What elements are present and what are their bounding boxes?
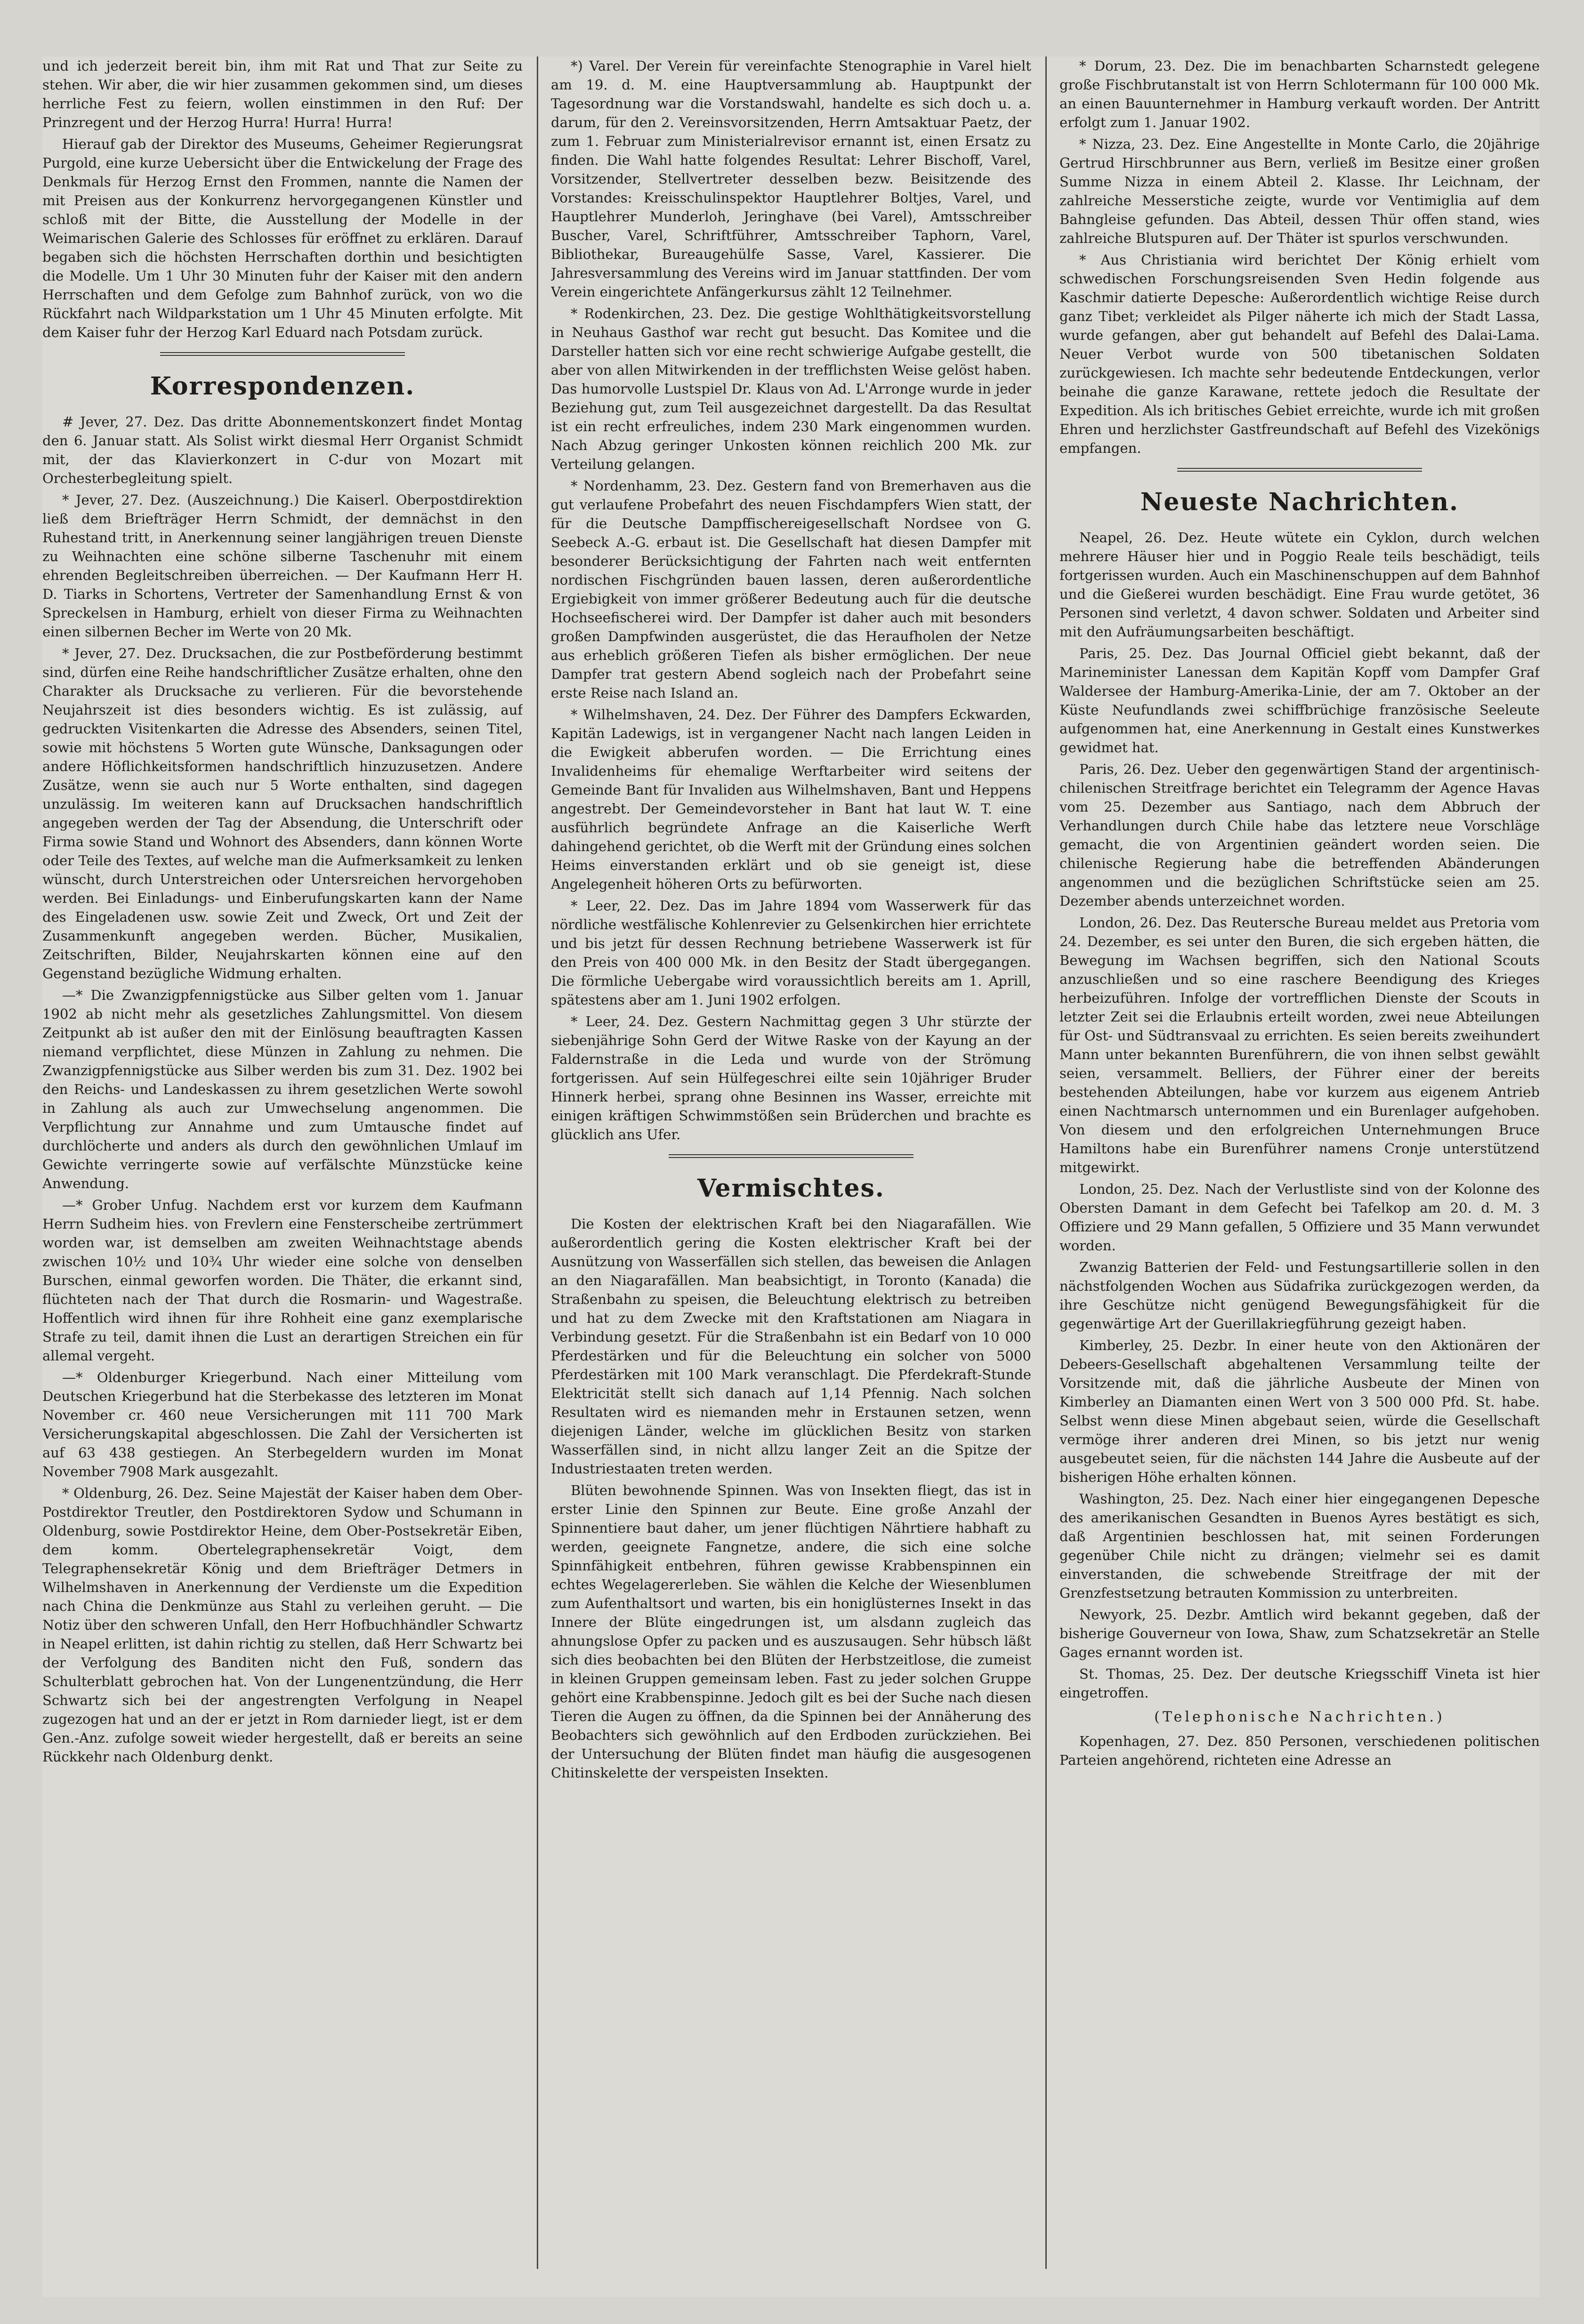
article-paragraph: * Nizza, 23. Dez. Eine Angestellte in Monte Carlo, die 20jährige Gertrud Hirschbrunner aus Bern, verließ im Besitze einer großen Summe Nizza in einem Abteil 2. Klasse. Ihr Leichnam, der zahlreiche Messerstiche zeigte, wurde vor Ventimiglia auf dem Bahngleise gefunden. Das Abteil, dessen Thür offen stand, wies zahlreiche Blutspuren auf. Der Thäter ist spurlos verschwunden.	[1059, 136, 1540, 246]
column-rule	[1045, 56, 1047, 2269]
article-paragraph: Kopenhagen, 27. Dez. 850 Personen, verschiedenen politischen Parteien angehörend, richteten eine Adresse an	[1059, 1733, 1540, 1768]
article-paragraph: * Jever, 27. Dez. (Auszeichnung.) Die Kaiserl. Oberpostdirektion ließ dem Briefträger Herrn Schmidt, der demnächst in den Ruhestand tritt, in Anerkennung seiner langjährigen treuen Dienste zu Weihnachten eine schöne silberne Taschenuhr mit einem ehrenden Begleitschreiben überreichen. — Der Kaufmann Herr H. D. Tiarks in Schortens, Vertreter der Samenhandlung Ernst & von Spreckelsen in Hamburg, erhielt von dieser Firma zu Weihnachten einen silbernen Becher im Werte von 20 Mk.	[42, 492, 523, 640]
section-divider	[669, 1154, 913, 1158]
article-paragraph: Newyork, 25. Dezbr. Amtlich wird bekannt gegeben, daß der bisherige Gouverneur von Iowa, Shaw, zum Schatzsekretär an Stelle Gages ernannt worden ist.	[1059, 1607, 1540, 1660]
article-paragraph: Blüten bewohnende Spinnen. Was von Insekten fliegt, das ist in erster Linie den Spinnen zur Beute. Eine große Anzahl der Spinnentiere baut daher, um jener flüchtigen Nährtiere habhaft zu werden, geeignete Fangnetze, andere, die sich eine solche Spinnfähigkeit entbehren, führen gewisse Krabbenspinnen ein echtes Wegelagererleben. Sie wählen die Kelche der Wiesenblumen zum Aufenthaltsort und warten, bis ein honiglüsternes Insekt in das Innere der Blüte eingedrungen ist, um alsdann zugleich das ahnungslose Opfer zu packen und es auszusaugen. Sehr hübsch läßt sich dies beobachten bei den Blüten der Herbstzeitlose, die zumeist in kleinen Gruppen gemeinsam leben. Fast zu jeder solchen Gruppe gehört eine Krabbenspinne. Jedoch gilt es bei der Suche nach diesen Tieren die Augen zu öffnen, da die Spinnen bei der Annäherung des Beobachters sich gewöhnlich auf den Erdboden zurückziehen. Bei der Untersuchung der Blüten findet man häufig die ausgesogenen Chitinskelette der verspeisten Insekten.	[551, 1482, 1031, 1781]
article-paragraph: —* Grober Unfug. Nachdem erst vor kurzem dem Kaufmann Herrn Sudheim hies. von Frevlern eine Fensterscheibe zertrümmert worden war, ist demselben am zweiten Weihnachtstage abends zwischen 10½ und 10¾ Uhr wieder eine solche von denselben Burschen, einmal geworfen worden. Die Thäter, die erkannt sind, flüchteten nach der That durch die Rosmarin- und Wagestraße. Hoffentlich wird ihnen für ihre Rohheit eine ganz exemplarische Strafe zu teil, damit ihnen die Lust an derartigen Streichen ein für allemal vergeht.	[42, 1197, 523, 1364]
section-divider	[1177, 468, 1422, 472]
article-paragraph: * Oldenburg, 26. Dez. Seine Majestät der Kaiser haben dem Ober-Postdirektor Treutler, den Postdirektoren Sydow und Schumann in Oldenburg, sowie Postdirektor Heine, dem Ober-Postsekretär Eiben, dem komm. Obertelegraphensekretär Voigt, dem Telegraphensekretär König und dem Briefträger Detmers in Wilhelmshaven in Anerkennung der Verdienste um die Expedition nach China die Denkmünze aus Stahl zu verleihen geruht. — Die Notiz über den schweren Unfall, den Herr Hofbuchhändler Schwartz in Neapel erlitten, ist dahin richtig zu stellen, daß Herr Schwartz bei der Verfolgung des Banditen nicht den Fuß, sondern das Schulterblatt gebrochen hat. Von der Lungenentzündung, die Herr Schwartz sich bei der angestrengten Verfolgung in Neapel zugezogen hat und an der er jetzt in Rom darnieder liegt, ist er dem Gen.-Anz. zufolge soweit wieder hergestellt, daß er bereits an seine Rückkehr nach Oldenburg denkt.	[42, 1485, 523, 1765]
article-paragraph: * Jever, 27. Dez. Drucksachen, die zur Postbeförderung bestimmt sind, dürfen eine Reihe handschriftlicher Zusätze erhalten, ohne den Charakter als Drucksache zu verlieren. Für die bevorstehende Neujahrszeit ist dies besonders wichtig. Es ist zulässig, auf gedruckten Visitenkarten die Adresse des Absenders, seinen Titel, sowie mit höchstens 5 Worten gute Wünsche, Danksagungen oder andere Höflichkeitsformen handschriftlich hinzuzusetzen. Andere Zusätze, wenn sie auch nur 5 Worte enthalten, sind dagegen unzulässig. Im weiteren kann auf Drucksachen handschriftlich angegeben werden der Tag der Absendung, die Unterschrift oder Firma sowie Stand und Wohnort des Absenders, dann können Worte oder Teile des Textes, auf welche man die Aufmerksamkeit zu lenken wünscht, durch Unterstreichen oder Untersreichen hervorgehoben werden. Bei Einladungs- und Einberufungskarten kann der Name des Eingeladenen usw. sowie Zeit und Zweck, Ort und Zeit der Zusammenkunft angegeben werden. Bücher, Musikalien, Zeitschriften, Bilder, Neujahrskarten können eine auf den Gegenstand bezügliche Widmung erhalten.	[42, 645, 523, 981]
newspaper-page	[42, 56, 1540, 2297]
article-paragraph: St. Thomas, 25. Dez. Der deutsche Kriegsschiff Vineta ist hier eingetroffen.	[1059, 1666, 1540, 1701]
column-middle	[551, 56, 1031, 2269]
article-paragraph: Zwanzig Batterien der Feld- und Festungsartillerie sollen in den nächstfolgenden Wochen aus Südafrika zurückgezogen werden, da ihre Geschütze nicht genügend Bewegungsfähigkeit für die gegenwärtige Art der Guerillakriegführung gezeigt haben.	[1059, 1259, 1540, 1332]
section-heading: Vermischtes.	[697, 1174, 885, 1203]
article-paragraph: Neapel, 26. Dez. Heute wütete ein Cyklon, durch welchen mehrere Häuser hier und in Poggio Reale teils beschädigt, teils fortgerissen wurden. Auch ein Maschinenschuppen auf dem Bahnhof und die Gießerei wurden beschädigt. Eine Frau wurde getötet, 36 Personen sind verletzt, 4 davon schwer. Soldaten und Arbeiter sind mit den Aufräumungsarbeiten beschäftigt.	[1059, 530, 1540, 640]
section-heading: Neueste Nachrichten.	[1140, 488, 1459, 516]
article-paragraph: # Jever, 27. Dez. Das dritte Abonnementskonzert findet Montag den 6. Januar statt. Als Solist wirkt diesmal Herr Organist Schmidt mit, der das Klavierkonzert in C-dur von Mozart mit Orchesterbegleitung spielt.	[42, 414, 523, 486]
column-right	[1059, 56, 1540, 2269]
article-paragraph: *) Varel. Der Verein für vereinfachte Stenographie in Varel hielt am 19. d. M. eine Hauptversammlung ab. Hauptpunkt der Tagesordnung war die Vorstandswahl, handelte es sich doch u. a. darum, für den 2. Vereinsvorsitzenden, Herrn Amtsaktuar Paetz, der zum 1. Februar zum Ministerialrevisor ernannt ist, einen Ersatz zu finden. Die Wahl hatte folgendes Resultat: Lehrer Bischoff, Varel, Vorsitzender, Stellvertreter desselben bezw. Beisitzende des Vorstandes: Kreisschulinspektor Hauptlehrer Boltjes, Varel, und Hauptlehrer Munderloh, Jeringhave (bei Varel), Amtsschreiber Buscher, Varel, Schriftführer, Amtsschreiber Taphorn, Varel, Bibliothekar, Bureaugehülfe Sasse, Varel, Kassierer. Die Jahresversammlung des Vereins wird im Januar stattfinden. Der vom Verein eingerichtete Anfängerkursus zählt 12 Teilnehmer.	[551, 58, 1031, 300]
article-paragraph: * Wilhelmshaven, 24. Dez. Der Führer des Dampfers Eckwarden, Kapitän Ladewigs, ist in vergangener Nacht nach langen Leiden in die Ewigkeit abberufen worden. — Die Errichtung eines Invalidenheims für ehemalige Werftarbeiter wird seitens der Gemeinde Bant für Invaliden aus Wilhelmshaven, Bant und Heppens angestrebt. Der Gemeindevorsteher in Bant hat laut W. T. eine ausführlich begründete Anfrage an die Kaiserliche Werft dahingehend gerichtet, ob die Werft mit der Gründung eines solchen Heims einverstanden erklärt und ob sie geneigt ist, diese Angelegenheit höheren Orts zu befürworten.	[551, 707, 1031, 892]
article-paragraph: * Leer, 22. Dez. Das im Jahre 1894 vom Wasserwerk für das nördliche westfälische Kohlenrevier zu Gelsenkirchen hier errichtete und bis jetzt für dessen Rechnung betriebene Wasserwerk ist für den Preis von 400 000 Mk. in den Besitz der Stadt übergegangen. Die förmliche Uebergabe wird voraussichtlich bereits am 1. Aprill, spätestens aber am 1. Juni 1902 erfolgen.	[551, 898, 1031, 1008]
article-paragraph: Paris, 25. Dez. Das Journal Officiel giebt bekannt, daß der Marineminister Lanessan dem Kapitän Kopff vom Dampfer Graf Waldersee der Hamburg-Amerika-Linie, der am 7. Oktober an der Küste Neufundlands zwei schiffbrüchige französische Seeleute aufgenommen hat, eine Anerkennung in Gestalt eines Kunstwerkes gewidmet hat.	[1059, 645, 1540, 756]
column-left	[42, 56, 523, 2269]
article-paragraph: Hierauf gab der Direktor des Museums, Geheimer Regierungsrat Purgold, eine kurze Uebersicht über die Entwickelung der Frage des Denkmals für Herzog Ernst den Frommen, nannte die Namen der mit Preisen aus der Konkurrenz hervorgegangenen Künstler und schloß mit der Bitte, die Ausstellung der Modelle in der Weimarischen Galerie des Schlosses für eröffnet zu erklären. Darauf begaben sich die höchsten Herrschaften dorthin und besichtigten die Modelle. Um 1 Uhr 30 Minuten fuhr der Kaiser mit den andern Herrschaften und dem Gefolge zum Bahnhof zurück, von wo die Rückfahrt nach Wildparkstation um 1 Uhr 45 Minuten erfolgte. Mit dem Kaiser fuhr der Herzog Karl Eduard nach Potsdam zurück.	[42, 136, 523, 340]
article-paragraph: * Nordenhamm, 23. Dez. Gestern fand von Bremerhaven aus die gut verlaufene Probefahrt des neuen Fischdampfers Wien statt, der für die Deutsche Dampffischereigesellschaft Nordsee von G. Seebeck A.-G. erbaut ist. Die Gesellschaft hat diesen Dampfer mit besonderer Berücksichtigung der Fahrten nach weit entfernten nordischen Fischgründen bauen lassen, deren außerordentliche Ergiebigkeit von immer größerer Bedeutung auch für die deutsche Hochseefischerei wird. Der Dampfer ist daher auch mit besonders großen Dampfwinden ausgerüstet, die das Heraufholen der Netze aus erheblich größeren Tiefen als bisher ermöglichen. Der neue Dampfer trat gestern Abend sogleich nach der Probefahrt seine erste Reise nach Island an.	[551, 478, 1031, 701]
section-divider	[160, 352, 405, 356]
article-paragraph: * Rodenkirchen, 23. Dez. Die gestige Wohlthätigkeitsvorstellung in Neuhaus Gasthof war recht gut besucht. Das Komitee und die Darsteller hatten sich vor eine recht schwierige Aufgabe gestellt, die aber von allen Mitwirkenden in der trefflichsten Weise gelöst haben. Das humorvolle Lustspiel Dr. Klaus von Ad. L'Arronge wurde in jeder Beziehung gut, zum Teil ausgezeichnet dargestellt. Da das Resultat ist ein recht erfreuliches, indem 230 Mark eingenommen wurden. Nach Abzug geringer Unkosten können reichlich 200 Mk. zur Verteilung gelangen.	[551, 306, 1031, 472]
subsection-label: (Telephonische Nachrichten.)	[1154, 1709, 1445, 1725]
article-paragraph: —* Oldenburger Kriegerbund. Nach einer Mitteilung vom Deutschen Kriegerbund hat die Sterbekasse des letzteren im Monat November cr. 460 neue Versicherungen mit 111 700 Mark Versicherungskapital abgeschlossen. Die Zahl der Versicherten ist auf 63 438 gestiegen. An Sterbegeldern wurden im Monat November 7908 Mark ausgezahlt.	[42, 1369, 523, 1480]
article-paragraph: und ich jederzeit bereit bin, ihm mit Rat und That zur Seite zu stehen. Wir aber, die wir hier zusammen gekommen sind, um dieses herrliche Fest zu feiern, wollen einstimmen in den Ruf: Der Prinzregent und der Herzog Hurra! Hurra! Hurra!	[42, 58, 523, 130]
article-paragraph: Kimberley, 25. Dezbr. In einer heute von den Aktionären der Debeers-Gesellschaft abgehaltenen Versammlung teilte der Vorsitzende mit, daß die jährliche Ausbeute der Minen von Kimberley an Diamanten einen Wert von 3 500 000 Pfd. St. habe. Selbst wenn diese Minen abgebaut seien, würde die Gesellschaft vermöge ihrer anderen drei Minen, so bis jetzt nur wenig ausgebeutet seien, für die nächsten 144 Jahre die Ausbeute auf der bisherigen Höhe erhalten können.	[1059, 1337, 1540, 1485]
article-paragraph: London, 26. Dez. Das Reutersche Bureau meldet aus Pretoria vom 24. Dezember, es sei unter den Buren, die sich ergeben hätten, die Bewegung im Wachsen begriffen, sich den National Scouts anzuschließen und so eine raschere Beendigung des Krieges herbeizuführen. Infolge der vortrefflichen Dienste der Scouts in letzter Zeit sei die Erlaubnis erteilt worden, zwei neue Abteilungen für Ost- und Südtransvaal zu errichten. Es seien bereits zweihundert Mann unter bekannten Burenführern, die von ihnen selbst gewählt seien, versammelt. Belliers, der Führer einer der bereits bestehenden Abteilungen, habe vor kurzem aus eigenem Antrieb einen Nachtmarsch unternommen und ein Burenlager aufgehoben. Von diesem und den erfolgreichen Unternehmungen Bruce Hamiltons habe ein Burenführer namens Cronje unterstützend mitgewirkt.	[1059, 915, 1540, 1175]
article-paragraph: * Dorum, 23. Dez. Die im benachbarten Scharnstedt gelegene große Fischbrutanstalt ist von Herrn Schlotermann für 100 000 Mk. an einen Bauunternehmer in Hamburg verkauft worden. Der Antritt erfolgt zum 1. Januar 1902.	[1059, 58, 1540, 130]
article-paragraph: Washington, 25. Dez. Nach einer hier eingegangenen Depesche des amerikanischen Gesandten in Buenos Ayres bestätigt es sich, daß Argentinien beschlossen hat, mit seinen Forderungen gegenüber Chile nicht zu drängen; vielmehr sei es damit einverstanden, die schwebende Streitfrage der mit der Grenzfestsetzung betrauten Kommission zu unterbreiten.	[1059, 1491, 1540, 1601]
article-paragraph: —* Die Zwanzigpfennigstücke aus Silber gelten vom 1. Januar 1902 ab nicht mehr als gesetzliches Zahlungsmittel. Von diesem Zeitpunkt ab ist außer den mit der Einlösung beauftragten Kassen niemand verpflichtet, diese Münzen in Zahlung zu nehmen. Die Zwanzigpfennigstücke aus Silber werden bis zum 31. Dez. 1902 bei den Reichs- und Landeskassen zu ihrem gesetzlichen Werte sowohl in Zahlung als auch zur Umwechselung angenommen. Die Verpflichtung zur Annahme und zum Umtausche findet auf durchlöcherte und anders als durch den gewöhnlichen Umlauf im Gewichte verringerte sowie auf verfälschte Münzstücke keine Anwendung.	[42, 987, 523, 1191]
section-heading: Korrespondenzen.	[150, 372, 415, 401]
column-rule	[537, 56, 538, 2269]
article-paragraph: * Leer, 24. Dez. Gestern Nachmittag gegen 3 Uhr stürzte der siebenjährige Sohn Gerd der Witwe Raske von der Kayung an der Faldernstraße in die Leda und wurde von der Strömung fortgerissen. Auf sein Hülfegeschrei eilte sein 10jähriger Bruder Hinnerk herbei, sprang ohne Besinnen ins Wasser, erreichte mit einigen kräftigen Schwimmstößen sein Brüderchen und brachte es glücklich ans Ufer.	[551, 1013, 1031, 1142]
article-paragraph: Paris, 26. Dez. Ueber den gegenwärtigen Stand der argentinisch-chilenischen Streitfrage berichtet ein Telegramm der Agence Havas vom 25. Dezember aus Santiago, nach dem Abbruch der Verhandlungen durch Chile habe das letztere neue Vorschläge gemacht, die von Argentinien geändert worden seien. Die chilenische Regierung habe die betreffenden Abänderungen angenommen und die bezüglichen Schriftstücke seien am 25. Dezember abends unterzeichnet worden.	[1059, 761, 1540, 909]
article-paragraph: London, 25. Dez. Nach der Verlustliste sind von der Kolonne des Obersten Damant in dem Gefecht bei Tafelkop am 20. d. M. 3 Offiziere und 29 Mann gefallen, 5 Offiziere und 35 Mann verwundet worden.	[1059, 1181, 1540, 1254]
article-paragraph: * Aus Christiania wird berichtet Der König erhielt vom schwedischen Forschungsreisenden Sven Hedin folgende aus Kaschmir datierte Depesche: Außerordentlich wichtige Reise durch ganz Tibet; verkleidet als Pilger näherte ich mich der Stadt Lassa, wurde gefangen, aber gut behandelt auf Befehl des Dalai-Lama. Neuer Verbot wurde von 500 tibetanischen Soldaten zurückgewiesen. Ich machte sehr bedeutende Entdeckungen, verlor beinahe die ganze Karawane, rettete jedoch die Resultate der Expedition. Als ich britisches Gebiet erreichte, wurde ich mit großen Ehren und herzlichster Gastfreundschaft auf Befehl des Vizekönigs empfangen.	[1059, 252, 1540, 456]
article-paragraph: Die Kosten der elektrischen Kraft bei den Niagarafällen. Wie außerordentlich gering die Kosten elektrischer Kraft bei der Ausnützung von Wasserfällen sich stellen, das beweisen die Anlagen an den Niagarafällen. Man beabsichtigt, in Toronto (Kanada) die Straßenbahn zu speisen, die Beleuchtung elektrisch zu betreiben und hat zu dem Zwecke mit den Kraftstationen am Niagara in Verbindung gesetzt. Für die Straßenbahn ist ein Bedarf von 10 000 Pferdestärken und für die Beleuchtung ein solcher von 5000 Pferdestärken mit 100 Mark veranschlagt. Die Pferdekraft-Stunde Elektricität stellt sich danach auf 1,14 Pfennig. Nach solchen Resultaten wird es niemanden mehr in Erstaunen setzen, wenn diejenigen Länder, welche im glücklichen Besitz von starken Wasserfällen sind, in nicht allzu langer Zeit an die Spitze der Industriestaaten treten werden.	[551, 1216, 1031, 1477]
